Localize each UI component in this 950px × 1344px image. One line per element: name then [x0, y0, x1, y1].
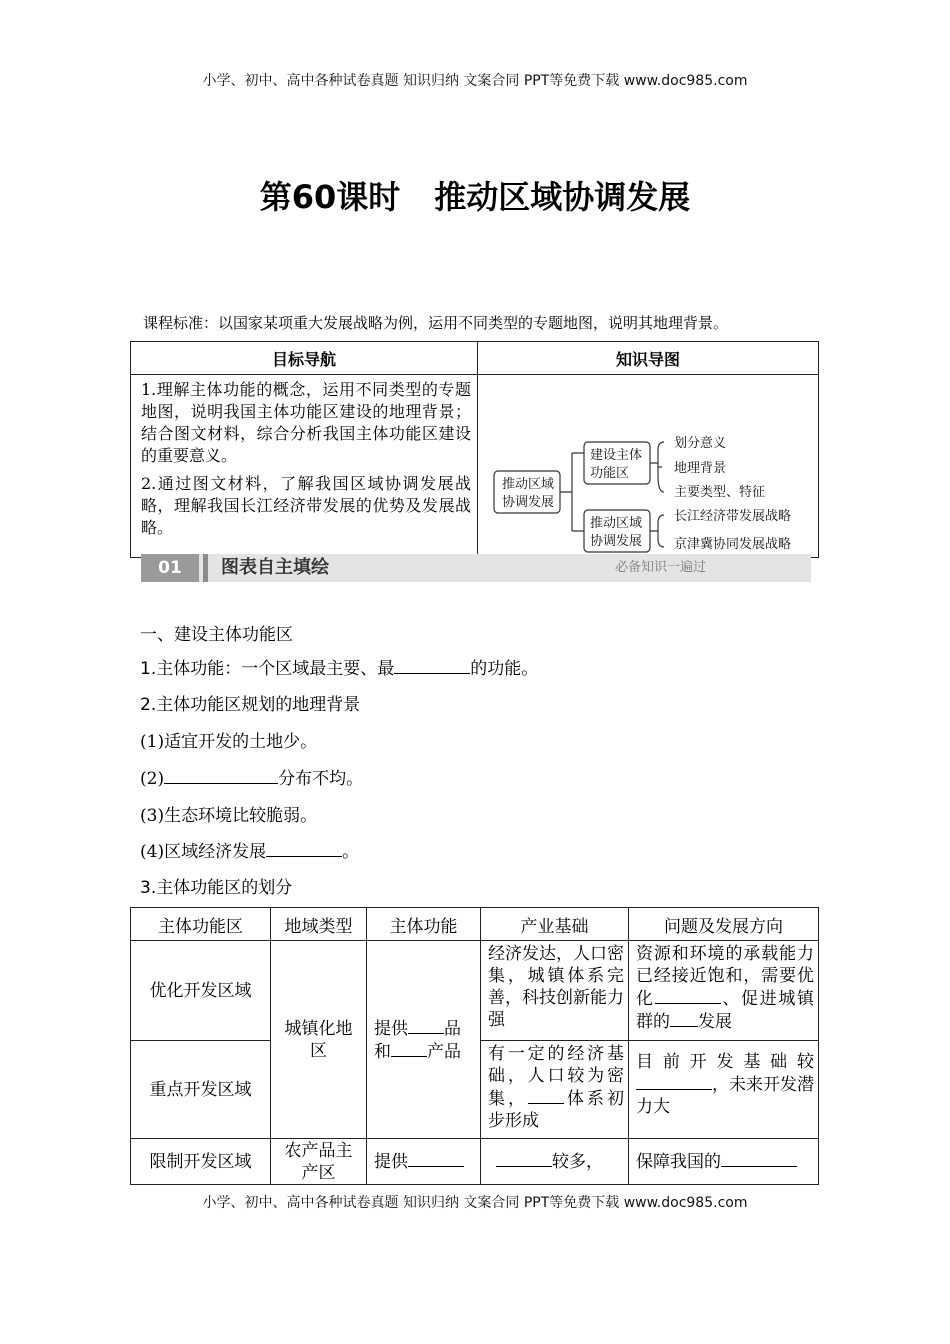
base2-pre: 有一定的经济基础，人口较为密集， [488, 1044, 624, 1109]
fill-blank[interactable] [408, 1150, 464, 1167]
mindmap-leaf-5: 京津冀协同发展战略 [674, 537, 792, 552]
goal-2: 2.通过图文材料，了解我国区域协调发展战略，理解我国长江经济带发展的优势及发展战略。 [141, 474, 471, 537]
item-2 [140, 764, 363, 789]
base-optimized: 经济发达，人口密集，城镇体系完善，科技创新能力强 [481, 941, 629, 1041]
function-restricted [367, 1139, 481, 1185]
goal-1: 1.理解主体功能的概念，运用不同类型的专题地图，说明我国主体功能区建设的地理背景；结合图文材料，综合分析我国主体功能区建设的重要意义。 [141, 380, 471, 465]
item-4-pre: (4)区域经济发展 [140, 842, 267, 862]
goals-table [130, 341, 819, 558]
function-zone-table [130, 907, 819, 1185]
fill-blank[interactable] [655, 987, 721, 1004]
base2-post: 体系初步形成 [488, 1089, 624, 1131]
fill-blank[interactable] [636, 1073, 712, 1090]
banner-subtitle: 必备知识一遍过 [615, 560, 707, 575]
fill-blank[interactable] [394, 657, 470, 674]
table-header-cell: 地域类型 [271, 908, 367, 941]
mindmap-branch1-line1: 建设主体 [590, 448, 643, 463]
mindmap-branch1-line2: 功能区 [590, 466, 630, 481]
mindmap-connector-root [560, 453, 584, 531]
mindmap-root-line2: 协调发展 [502, 495, 555, 510]
fill-blank[interactable] [408, 1017, 444, 1034]
banner-title: 图表自主填绘 [221, 557, 329, 578]
fill-blank[interactable] [496, 1150, 552, 1167]
page-header: 小学、初中、高中各种试卷真题 知识归纳 文案合同 PPT等免费下载 www.doc985.com [202, 73, 748, 89]
function-cell [367, 941, 481, 1139]
dir2-pre: 目前开发基础较 [636, 1052, 814, 1072]
mindmap-leaf-1: 划分意义 [674, 436, 727, 451]
lesson-number: 第60课时 [259, 178, 401, 216]
question-3: 3.主体功能区的划分 [140, 878, 293, 898]
question-1-pre: 一个区域最主要、最 [241, 659, 395, 679]
mindmap-brace-2 [650, 515, 664, 547]
table-header-cell: 问题及发展方向 [629, 908, 819, 941]
goals-cell [131, 375, 478, 558]
mindmap-leaf-3: 主要类型、特征 [674, 485, 766, 500]
fill-blank[interactable] [670, 1010, 698, 1027]
dir1-mid: 、促进城镇群的 [636, 989, 815, 1032]
zone-restricted: 限制开发区域 [131, 1139, 271, 1185]
direction-restricted [629, 1139, 819, 1185]
mindmap-leaf-4: 长江经济带发展战略 [674, 509, 792, 524]
section-banner [141, 554, 811, 582]
zone-key: 重点开发区域 [131, 1041, 271, 1139]
func3: 提供 [374, 1152, 408, 1172]
section-heading: 一、建设主体功能区 [140, 625, 293, 645]
question-2: 2.主体功能区规划的地理背景 [140, 695, 361, 715]
region-urban: 城镇化地区 [271, 941, 367, 1139]
item-4 [140, 837, 359, 862]
mindmap-header: 知识导图 [478, 342, 819, 375]
fill-blank[interactable] [721, 1150, 797, 1167]
dir1-pre: 资源和环境的承载能力已经接近饱和，需要优化 [636, 944, 814, 1009]
base-restricted [481, 1139, 629, 1185]
lesson-topic: 推动区域协调发展 [434, 178, 691, 216]
banner-number: 01 [141, 554, 199, 582]
item-1: (1)适宜开发的土地少。 [140, 732, 318, 752]
region-agri: 农产品主产区 [271, 1139, 367, 1185]
item-4-post: 。 [342, 842, 360, 862]
func-mid2: 和 [374, 1041, 391, 1062]
page-title [0, 172, 950, 218]
question-1 [140, 654, 538, 679]
func-post: 产品 [427, 1041, 461, 1062]
fill-blank[interactable] [528, 1087, 564, 1104]
fill-blank[interactable] [266, 840, 342, 857]
banner-divider [203, 554, 208, 582]
dir1-post: 发展 [698, 1012, 732, 1032]
base-key [481, 1041, 629, 1139]
zone-optimized: 优化开发区域 [131, 941, 271, 1041]
func-mid1: 品 [444, 1018, 461, 1039]
item-2-pre: (2) [140, 769, 165, 789]
func-pre: 提供 [374, 1018, 408, 1039]
base3: 较多， [552, 1152, 603, 1172]
dir2-post: ，未来开发潜力大 [636, 1075, 814, 1117]
fill-blank[interactable] [391, 1040, 427, 1057]
table-header-cell: 主体功能 [367, 908, 481, 941]
knowledge-mindmap [478, 375, 818, 553]
table-header-cell: 产业基础 [481, 908, 629, 941]
item-2-post: 分布不均。 [278, 769, 364, 789]
mindmap-root-line1: 推动区域 [502, 477, 555, 492]
goals-header: 目标导航 [131, 342, 478, 375]
question-1-label: 1.主体功能： [140, 659, 242, 679]
mindmap-cell [478, 375, 819, 558]
table-header-cell: 主体功能区 [131, 908, 271, 941]
mindmap-brace-1 [650, 442, 664, 492]
mindmap-leaf-2: 地理背景 [674, 461, 727, 476]
direction-optimized [629, 941, 819, 1041]
item-3: (3)生态环境比较脆弱。 [140, 806, 318, 826]
direction-key [629, 1041, 819, 1139]
mindmap-branch2-line1: 推动区域 [590, 516, 643, 531]
mindmap-branch2-line2: 协调发展 [590, 534, 643, 549]
question-1-post: 的功能。 [470, 659, 539, 679]
dir3: 保障我国的 [636, 1152, 721, 1172]
course-standard: 课程标准：以国家某项重大发展战略为例，运用不同类型的专题地图，说明其地理背景。 [143, 314, 729, 332]
page-footer: 小学、初中、高中各种试卷真题 知识归纳 文案合同 PPT等免费下载 www.doc985.com [202, 1195, 748, 1211]
fill-blank[interactable] [164, 767, 278, 784]
